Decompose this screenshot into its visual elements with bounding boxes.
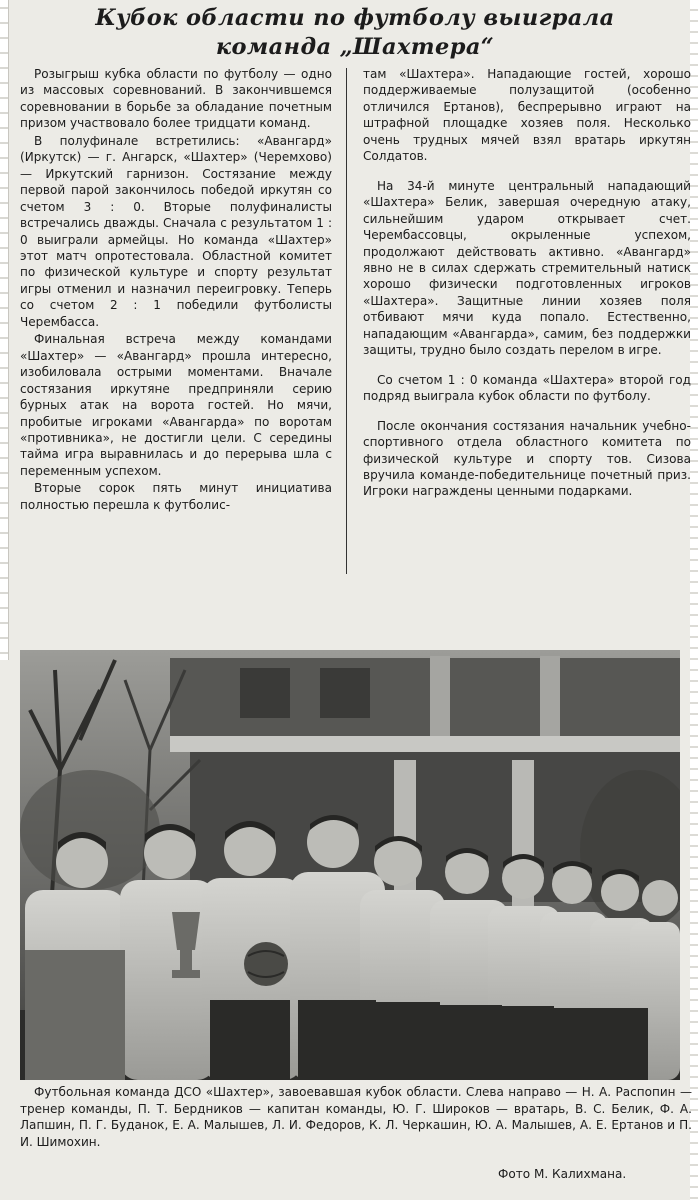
team-photo <box>20 650 680 1080</box>
torn-right-edge <box>690 0 698 1200</box>
paragraph: После окончания состязания начальник учебно-спортивного отдела областного комитета по физической культуре и спорту тов. Сизова вручила команде-победительнице почетный приз. Игроки награждены ценными подарками. <box>363 418 691 499</box>
paragraph: В полуфинале встретились: «Авангард» (Иркутск) — г. Ангарск, «Шахтер» (Черемхово) — Иркутский гарнизон. Состязание между первой парой закончилось победой иркутян со счетом 3 : 0. Вторые полуфиналисты встречались дважды. Сначала с результатом 1 : 0 выиграли армейцы. Но команда «Шахтер» этот матч опротестовала. Областной комитет по физической культуре и спорту результат игры отменил и назначил переигровку. Теперь со счетом 2 : 1 победили футболисты Черембасса. <box>20 133 332 329</box>
caption-text: Футбольная команда ДСО «Шахтер», завоевавшая кубок области. Слева направо — Н. А. Распопин — тренер команды, П. Т. Бердников — капитан команды, Ю. Г. Широков — вратарь, В. С. Белик, Ф. А. Лапшин, П. Г. Буданок, Е. А. Малышев, Л. И. Федоров, К. Л. Черкашин, Ю. А. Малышев, А. Е. Ертанов и П. И. Шимохин. <box>20 1085 692 1149</box>
article-right-column <box>363 66 691 501</box>
photo-caption <box>20 1084 692 1150</box>
paragraph: Финальная встреча между командами «Шахтер» — «Авангард» прошла интересно, изобиловала острыми моментами. Вначале состязания иркутяне предприняли серию бурных атак на ворота гостей. Но мячи, пробитые игроками «Авангарда» по воротам «противника», не достигли цели. С середины тайма игра выравнилась и до перерыва шла с переменным успехом. <box>20 332 332 478</box>
paragraph: Вторые сорок пять минут инициатива полностью перешла к футболис- <box>20 481 332 512</box>
paragraph: Розыгрыш кубка области по футболу — одно из массовых соревнований. В закончившемся соревновании в борьбе за обладание почетным призом участвовало более тридцати команд. <box>20 67 332 131</box>
headline-line-1: Кубок области по футболу выиграла <box>95 5 615 31</box>
paragraph: там «Шахтера». Нападающие гостей, хорошо поддерживаемые полузащитой (особенно отличился Ертанов), беспрерывно играют на штрафной площадке хозяев поля. Несколько очень трудных мячей взял вратарь иркутян Солдатов. <box>363 67 691 164</box>
article-left-column <box>20 66 332 514</box>
headline-line-2: команда „Шахтера“ <box>215 34 495 60</box>
column-divider <box>346 68 347 574</box>
paragraph: На 34-й минуте центральный нападающий «Шахтера» Белик, завершая очередную атаку, сильнейшим ударом открывает счет. Черембассовцы, окрыленные успехом, продолжают действовать активно. «Авангард» явно не в силах сдержать стремительный натиск хорошо физически подготовленных игроков «Шахтера». Защитные линии хозяев поля отбивают мячи куда попало. Естественно, нападающим «Авангарда», самим, без поддержки защиты, трудно было создать перелом в игре. <box>363 178 691 358</box>
photo-credit: Фото М. Калихмана. <box>498 1167 627 1181</box>
headline <box>20 4 690 62</box>
torn-left-edge <box>0 0 9 660</box>
paragraph: Со счетом 1 : 0 команда «Шахтера» второй год подряд выиграла кубок области по футболу. <box>363 372 691 404</box>
